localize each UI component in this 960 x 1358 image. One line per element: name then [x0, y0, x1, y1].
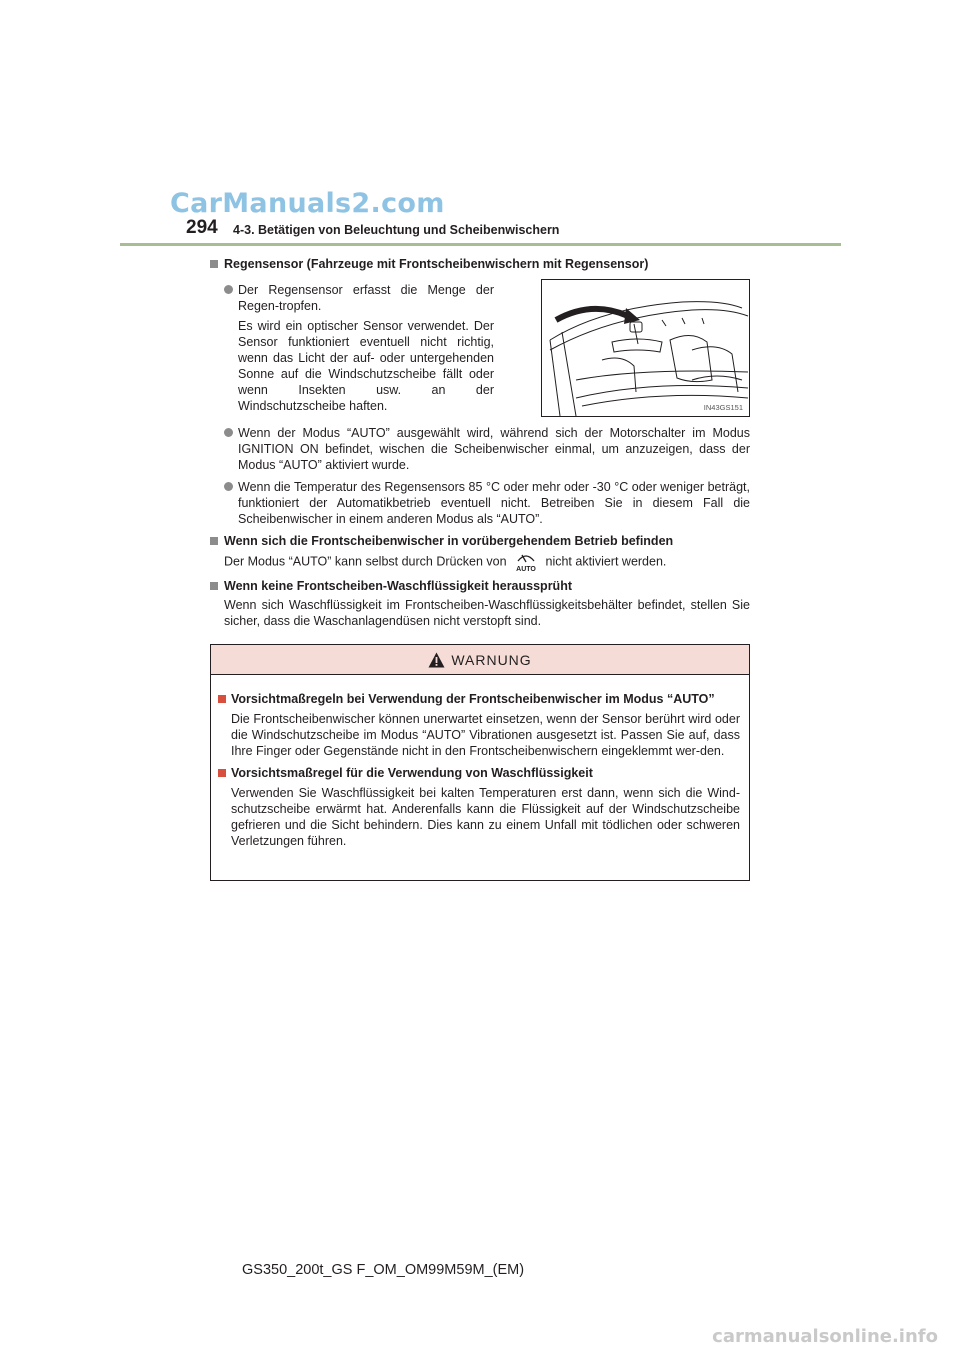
rain-sensor-heading-text: Regensensor (Fahrzeuge mit Frontscheibenwischern mit Regensensor): [224, 257, 649, 271]
bullet-text: Wenn die Temperatur des Regensensors 85 °C oder mehr oder -30 °C oder weniger beträgt, funktioniert der Automatikbetrieb eventuell nicht. Betreiben Sie in diesem Fall die Scheibenwischer in einem anderen Modus als “AUTO”.: [238, 480, 750, 526]
washer-heading: [210, 578, 750, 594]
temporary-text-after: nicht aktiviert werden.: [545, 554, 667, 569]
circle-bullet-icon: [224, 482, 233, 491]
section-title: 4-3. Betätigen von Beleuchtung und Scheibenwischern: [233, 223, 560, 237]
square-bullet-icon: [210, 260, 218, 268]
warning-heading-1-text: Vorsichtmaßregeln bei Verwendung der Frontscheibenwischer im Modus “AUTO”: [231, 692, 715, 706]
bullet-text-continued: Es wird ein optischer Sensor verwendet. Der Sensor funktioniert eventuell nicht richtig, wenn das Licht der auf- oder untergehenden Sonne auf die Windschutzscheibe fällt oder wenn Insekten usw. an der Windschutzscheibe haften.: [238, 319, 494, 413]
site-watermark: CarManuals2.com: [170, 188, 445, 219]
bullet-text: Wenn der Modus “AUTO” ausgewählt wird, während sich der Motorschalter im Modus IGNITION ON befindet, wischen die Scheibenwischer einmal, um anzuzeigen, dass der Modus “AUTO” aktiviert wurde.: [238, 426, 750, 472]
warning-text-2: Verwenden Sie Waschflüssigkeit bei kalten Temperaturen erst dann, wenn sich die Wind-schutzscheibe erwärmt hat. Anderenfalls kann die Flüssigkeit auf der Windschutzscheibe gefrieren und die Sicht behindern. Dies kann zu einem Unfall mit tödlichen oder schweren Verletzungen führen.: [231, 786, 740, 848]
rain-sensor-bullet-1: [210, 282, 494, 417]
warning-heading-1: [218, 691, 740, 707]
page-number: 294: [186, 217, 218, 238]
bullet-item: [210, 282, 494, 414]
warning-heading-2: [218, 765, 740, 781]
windshield-sensor-drawing: [542, 280, 749, 416]
rain-sensor-illustration: [541, 279, 750, 417]
warning-header: [211, 645, 749, 675]
footer-watermark: carmanualsonline.info: [712, 1326, 938, 1347]
rain-sensor-figure-row: [210, 282, 750, 417]
document-code: GS350_200t_GS F_OM_OM99M59M_(EM): [242, 1262, 525, 1278]
circle-bullet-icon: [224, 285, 233, 294]
temporary-mode-heading-text: Wenn sich die Frontscheibenwischer in vorübergehendem Betrieb befinden: [224, 534, 674, 548]
warning-title: WARNUNG: [451, 651, 532, 668]
warning-triangle-icon: [428, 652, 445, 668]
warning-body: [211, 675, 749, 849]
red-square-bullet-icon: [218, 695, 226, 703]
auto-wiper-icon: [514, 552, 538, 572]
rain-sensor-bullet-2: [210, 425, 750, 473]
temporary-text-before: Der Modus “AUTO” kann selbst durch Drücken von: [224, 554, 507, 569]
figure-code: IN43GS151: [703, 403, 743, 412]
red-square-bullet-icon: [218, 769, 226, 777]
washer-text: Wenn sich Waschflüssigkeit im Frontscheiben-Waschflüssigkeitsbehälter befindet, stellen Sie sicher, dass die Waschanlagendüsen nicht verstopft sind.: [224, 598, 750, 628]
svg-text:AUTO: AUTO: [516, 566, 536, 572]
rain-sensor-heading: [210, 256, 750, 272]
square-bullet-icon: [210, 537, 218, 545]
header-rule: [120, 243, 841, 246]
warning-text-1: Die Frontscheibenwischer können unerwartet einsetzen, wenn der Sensor berührt wird oder die Windschutzscheibe im Modus “AUTO” Vibrationen ausgesetzt ist. Passen Sie auf, dass Ihre Finger oder Gegenstände nicht in den Frontscheibenwischern eingeklemmt wer-den.: [231, 712, 740, 758]
square-bullet-icon: [210, 582, 218, 590]
bullet-text: Der Regensensor erfasst die Menge der Regen-tropfen.: [238, 283, 494, 313]
temporary-mode-text: [210, 552, 750, 572]
warning-heading-2-text: Vorsichtsmaßregel für die Verwendung von Waschflüssigkeit: [231, 766, 593, 780]
temporary-mode-heading: [210, 533, 750, 549]
rain-sensor-bullet-3: [210, 479, 750, 527]
main-content: [210, 252, 750, 629]
circle-bullet-icon: [224, 428, 233, 437]
washer-heading-text: Wenn keine Frontscheiben-Waschflüssigkeit heraussprüht: [224, 579, 572, 593]
warning-box: [210, 644, 750, 881]
